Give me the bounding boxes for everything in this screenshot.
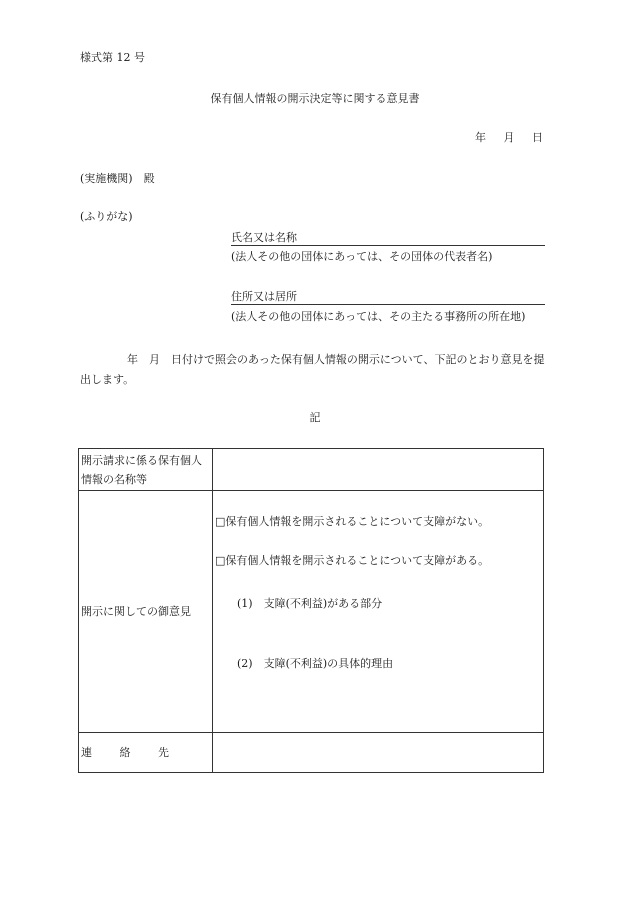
table-row xyxy=(79,733,544,773)
table-row xyxy=(79,449,544,491)
row1-value[interactable] xyxy=(213,449,544,491)
opinion-table xyxy=(78,448,544,773)
sub-item-1: (1) 支障(不利益)がある部分 xyxy=(237,597,383,610)
body-text: 年 月 日付けで照会のあった保有個人情報の開示について、下記のとおり意見を提出します。 xyxy=(80,353,545,386)
option-issue-checkbox[interactable]: □保有個人情報を開示されることについて支障がある。 xyxy=(215,554,490,567)
name-note: (法人その他の団体にあっては、その団体の代表者名) xyxy=(231,250,493,263)
option-no-issue-checkbox[interactable]: □保有個人情報を開示されることについて支障がない。 xyxy=(215,515,490,528)
contact-label: 連 絡 先 xyxy=(79,733,213,773)
address-field[interactable]: 住所又は居所 xyxy=(231,290,545,305)
row1-label: 開示請求に係る保有個人情報の名称等 xyxy=(79,449,213,491)
opinion-cell[interactable] xyxy=(213,491,544,733)
sub-item-2: (2) 支障(不利益)の具体的理由 xyxy=(237,657,394,670)
contact-value[interactable] xyxy=(213,733,544,773)
recipient: (実施機関) 殿 xyxy=(80,172,155,185)
ki-heading: 記 xyxy=(309,411,321,424)
date-line xyxy=(461,131,543,144)
form-number: 様式第 12 号 xyxy=(80,51,145,64)
date-year: 年 xyxy=(475,131,486,144)
date-month: 月 xyxy=(503,131,515,144)
table-row xyxy=(79,491,544,733)
date-day: 日 xyxy=(532,131,543,144)
address-note: (法人その他の団体にあっては、その主たる事務所の所在地) xyxy=(231,310,526,323)
body-paragraph xyxy=(80,350,550,390)
row2-label: 開示に関しての御意見 xyxy=(79,491,213,733)
document-title: 保有個人情報の開示決定等に関する意見書 xyxy=(210,92,420,105)
furigana-label: (ふりがな) xyxy=(80,210,133,223)
name-field[interactable]: 氏名又は名称 xyxy=(231,231,545,246)
